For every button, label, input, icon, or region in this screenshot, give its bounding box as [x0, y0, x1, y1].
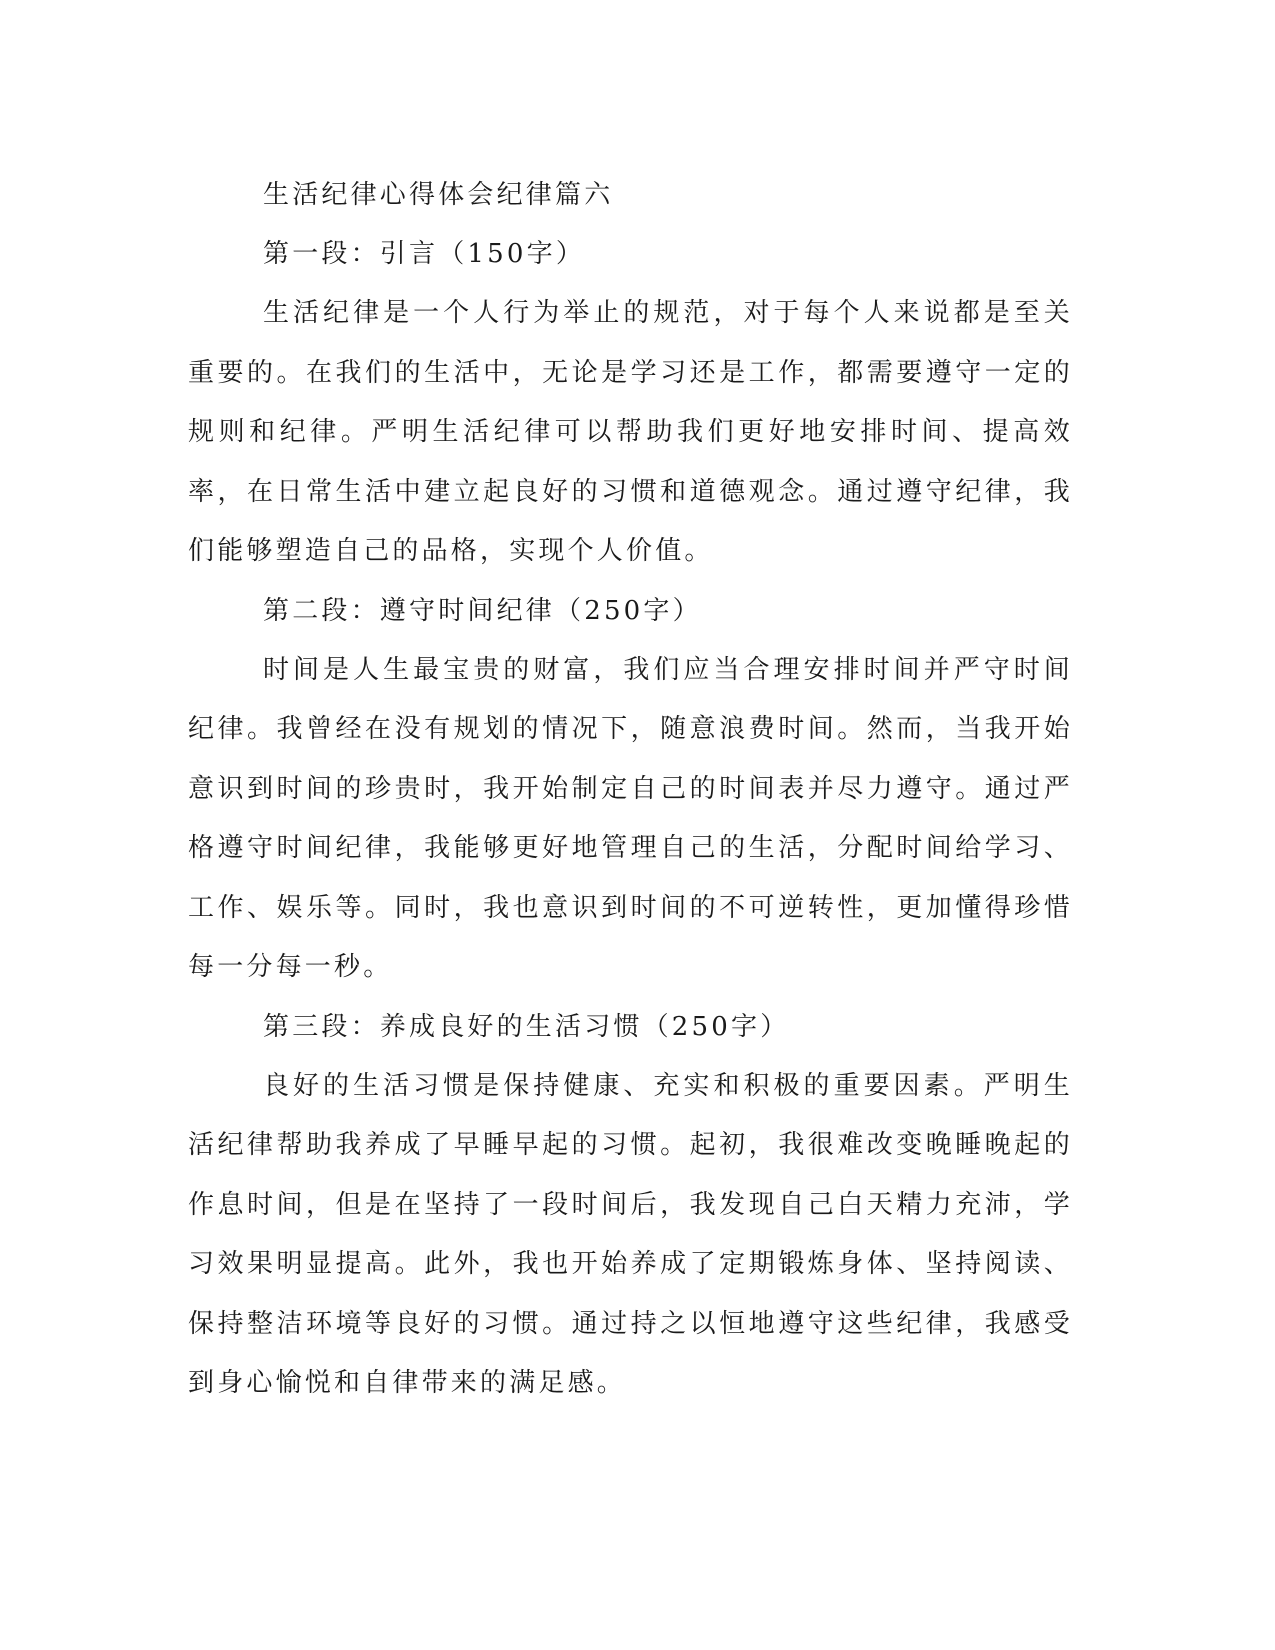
section-body-1: 生活纪律是一个人行为举止的规范，对于每个人来说都是至关重要的。在我们的生活中，无论是学习还是工作，都需要遵守一定的规则和纪律。严明生活纪律可以帮助我们更好地安排时间、提高效率，在日常生活中建立起良好的习惯和道德观念。通过遵守纪律，我们能够塑造自己的品格，实现个人价值。 — [188, 298, 1073, 566]
section-heading-3: 第三段：养成良好的生活习惯（250字） — [263, 1011, 790, 1042]
section-heading-1: 第一段：引言（150字） — [263, 239, 586, 269]
section-heading-2: 第二段：遵守时间纪律（250字） — [263, 595, 702, 626]
section-body-3: 良好的生活习惯是保持健康、充实和积极的重要因素。严明生活纪律帮助我养成了早睡早起的习惯。起初，我很难改变晚睡晚起的作息时间，但是在坚持了一段时间后，我发现自己白天精力充沛，学习效果明显提高。此外，我也开始养成了定期锻炼身体、坚持阅读、保持整洁环境等良好的习惯。通过持之以恒地遵守这些纪律，我感受到身心愉悦和自律带来的满足感。 — [188, 1070, 1073, 1398]
section-body-2: 时间是人生最宝贵的财富，我们应当合理安排时间并严守时间纪律。我曾经在没有规划的情况下，随意浪费时间。然而，当我开始意识到时间的珍贵时，我开始制定自己的时间表并尽力遵守。通过严格遵守时间纪律，我能够更好地管理自己的生活，分配时间给学习、工作、娱乐等。同时，我也意识到时间的不可逆转性，更加懂得珍惜每一分每一秒。 — [188, 654, 1073, 982]
document-content — [188, 166, 1073, 1414]
document-title: 生活纪律心得体会纪律篇六 — [263, 180, 614, 210]
